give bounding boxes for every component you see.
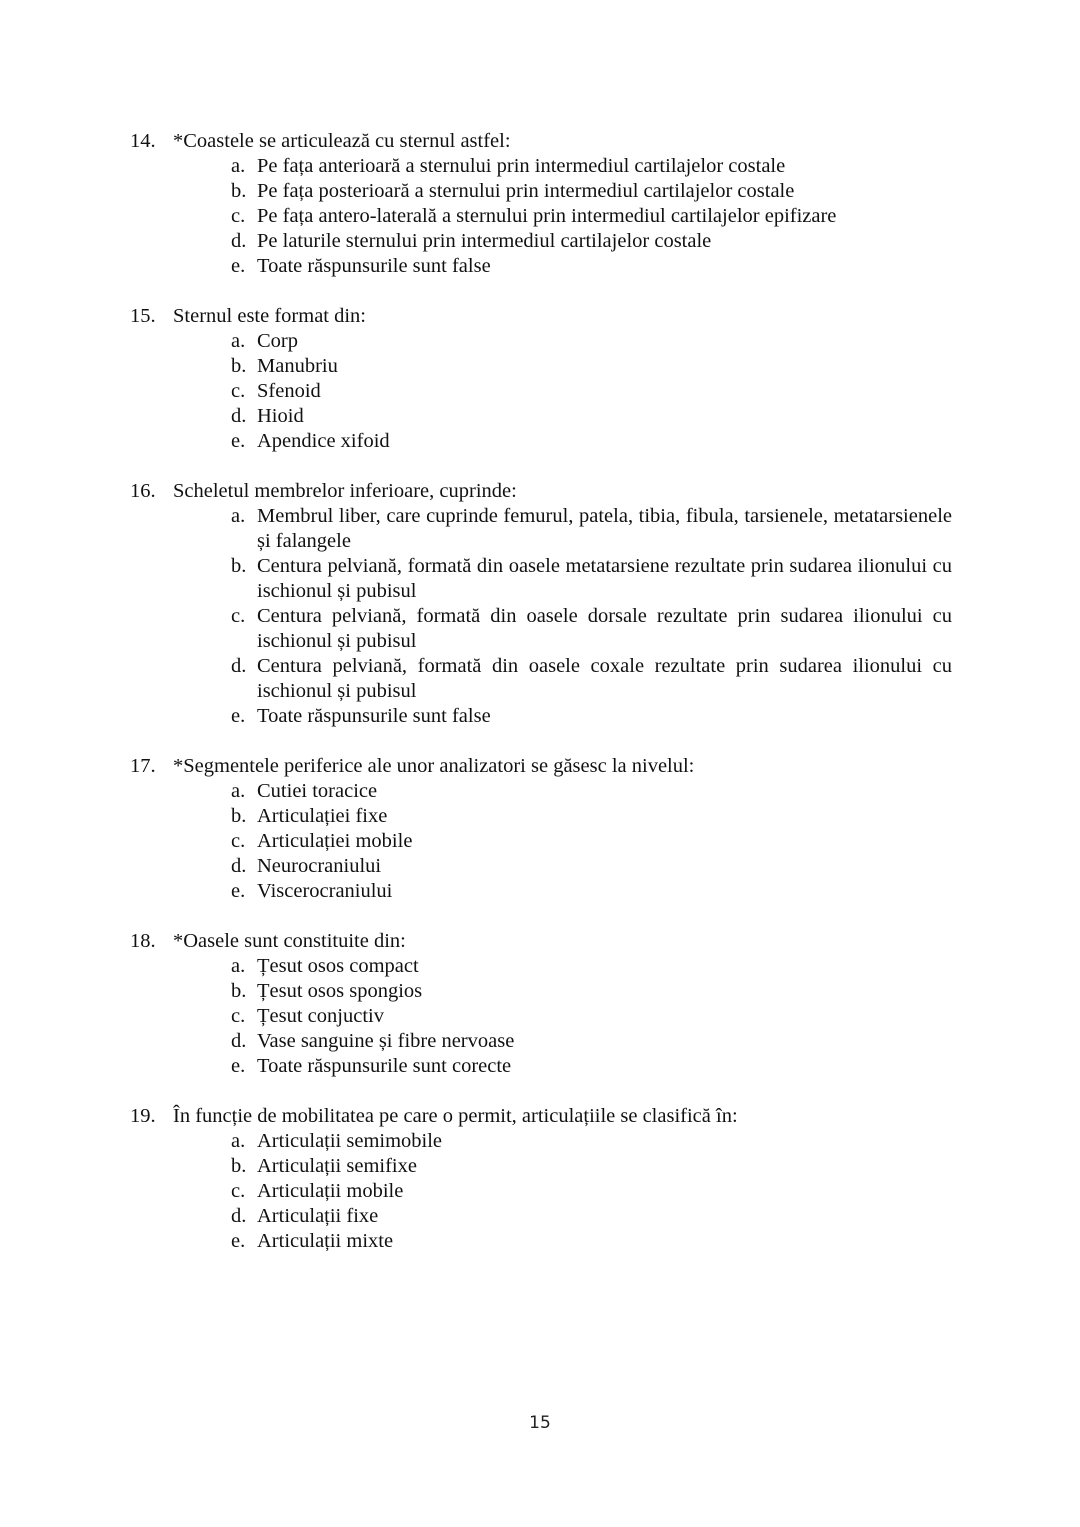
question-19 [130,1104,952,1254]
option-label: a. [231,155,246,177]
option-label: e. [231,1055,246,1077]
option-label: d. [231,1030,247,1052]
option-b [130,554,952,604]
option-e [130,1054,952,1079]
page-number: 15 [529,1413,551,1433]
option-a [130,154,952,179]
question-number: 19. [130,1105,156,1127]
option-label: b. [231,805,247,827]
option-e [130,879,952,904]
option-text: Articulației fixe [257,805,388,827]
option-label: c. [231,380,246,402]
option-label: b. [231,980,247,1002]
option-list [130,779,952,904]
question-16 [130,479,952,729]
option-label: b. [231,355,247,377]
option-label: c. [231,1005,246,1027]
option-text: Manubriu [257,355,338,377]
option-text: Pe fața anterioară a sternului prin intermediul cartilajelor costale [257,155,786,177]
option-text: Centura pelviană, formată din oasele coxale rezultate prin sudarea ilionului cu ischionul și pubisul [257,655,952,702]
option-d [130,1029,952,1054]
option-text: Neurocraniului [257,855,382,877]
option-label: e. [231,880,246,902]
option-list [130,329,952,454]
option-d [130,654,952,704]
option-c [130,604,952,654]
option-text: Viscerocraniului [257,880,393,902]
option-d [130,1204,952,1229]
option-label: e. [231,705,246,727]
option-text: Centura pelviană, formată din oasele dorsale rezultate prin sudarea ilionului cu ischionul și pubisul [257,605,952,652]
option-c [130,379,952,404]
option-text: Toate răspunsurile sunt false [257,705,491,727]
option-text: Articulației mobile [257,830,413,852]
option-list [130,504,952,729]
option-text: Pe fața posterioară a sternului prin intermediul cartilajelor costale [257,180,795,202]
question-text: *Segmentele periferice ale unor analizatori se găsesc la nivelul: [173,755,695,777]
question-text: Sternul este format din: [173,305,366,327]
question-15 [130,304,952,454]
option-text: Pe fața antero-laterală a sternului prin intermediul cartilajelor epifizare [257,205,837,227]
option-label: a. [231,1130,246,1152]
option-e [130,254,952,279]
option-d [130,854,952,879]
option-text: Țesut osos compact [257,955,419,977]
option-d [130,404,952,429]
option-a [130,329,952,354]
option-text: Articulații fixe [257,1205,379,1227]
option-label: b. [231,1155,247,1177]
option-label: d. [231,855,247,877]
option-b [130,354,952,379]
option-text: Sfenoid [257,380,321,402]
option-text: Hioid [257,405,304,427]
option-text: Membrul liber, care cuprinde femurul, patela, tibia, fibula, tarsienele, metatarsienele și falangele [257,505,952,552]
option-text: Articulații semifixe [257,1155,417,1177]
option-text: Apendice xifoid [257,430,390,452]
option-label: c. [231,205,246,227]
question-17 [130,754,952,904]
question-header [130,304,952,329]
option-c [130,204,952,229]
question-text: Scheletul membrelor inferioare, cuprinde: [173,480,517,502]
question-text: *Oasele sunt constituite din: [173,930,406,952]
question-number: 17. [130,755,156,777]
question-number: 14. [130,130,156,152]
option-e [130,704,952,729]
question-header [130,1104,952,1129]
question-header [130,479,952,504]
option-label: e. [231,430,246,452]
question-text: În funcție de mobilitatea pe care o permit, articulațiile se clasifică în: [173,1105,738,1127]
option-label: a. [231,505,246,527]
option-label: d. [231,1205,247,1227]
question-header [130,929,952,954]
question-header [130,754,952,779]
question-18 [130,929,952,1079]
option-text: Țesut conjuctiv [257,1005,384,1027]
option-text: Toate răspunsurile sunt corecte [257,1055,512,1077]
option-b [130,1154,952,1179]
option-c [130,829,952,854]
option-d [130,229,952,254]
option-e [130,429,952,454]
question-text: *Coastele se articulează cu sternul astfel: [173,130,511,152]
question-number: 15. [130,305,156,327]
option-label: b. [231,555,247,577]
option-text: Pe laturile sternului prin intermediul cartilajelor costale [257,230,712,252]
option-text: Vase sanguine și fibre nervoase [257,1030,515,1052]
option-label: e. [231,255,246,277]
option-label: a. [231,780,246,802]
option-text: Corp [257,330,298,352]
option-label: c. [231,830,246,852]
option-list [130,154,952,279]
option-label: e. [231,1230,246,1252]
option-label: a. [231,955,246,977]
option-c [130,1004,952,1029]
option-label: c. [231,605,246,627]
option-list [130,954,952,1079]
option-a [130,779,952,804]
option-text: Articulații mobile [257,1180,404,1202]
option-e [130,1229,952,1254]
option-label: d. [231,405,247,427]
option-a [130,1129,952,1154]
option-label: b. [231,180,247,202]
option-text: Articulații semimobile [257,1130,443,1152]
option-b [130,979,952,1004]
option-text: Toate răspunsurile sunt false [257,255,491,277]
option-list [130,1129,952,1254]
question-header [130,129,952,154]
question-14 [130,129,952,279]
option-b [130,179,952,204]
option-label: d. [231,655,247,677]
option-c [130,1179,952,1204]
option-text: Țesut osos spongios [257,980,423,1002]
option-label: d. [231,230,247,252]
question-number: 18. [130,930,156,952]
option-label: a. [231,330,246,352]
option-a [130,504,952,554]
option-b [130,804,952,829]
option-a [130,954,952,979]
option-text: Articulații mixte [257,1230,394,1252]
option-text: Centura pelviană, formată din oasele metatarsiene rezultate prin sudarea ilionului cu ischionul și pubisul [257,555,952,602]
option-text: Cutiei toracice [257,780,378,802]
option-label: c. [231,1180,246,1202]
question-number: 16. [130,480,156,502]
